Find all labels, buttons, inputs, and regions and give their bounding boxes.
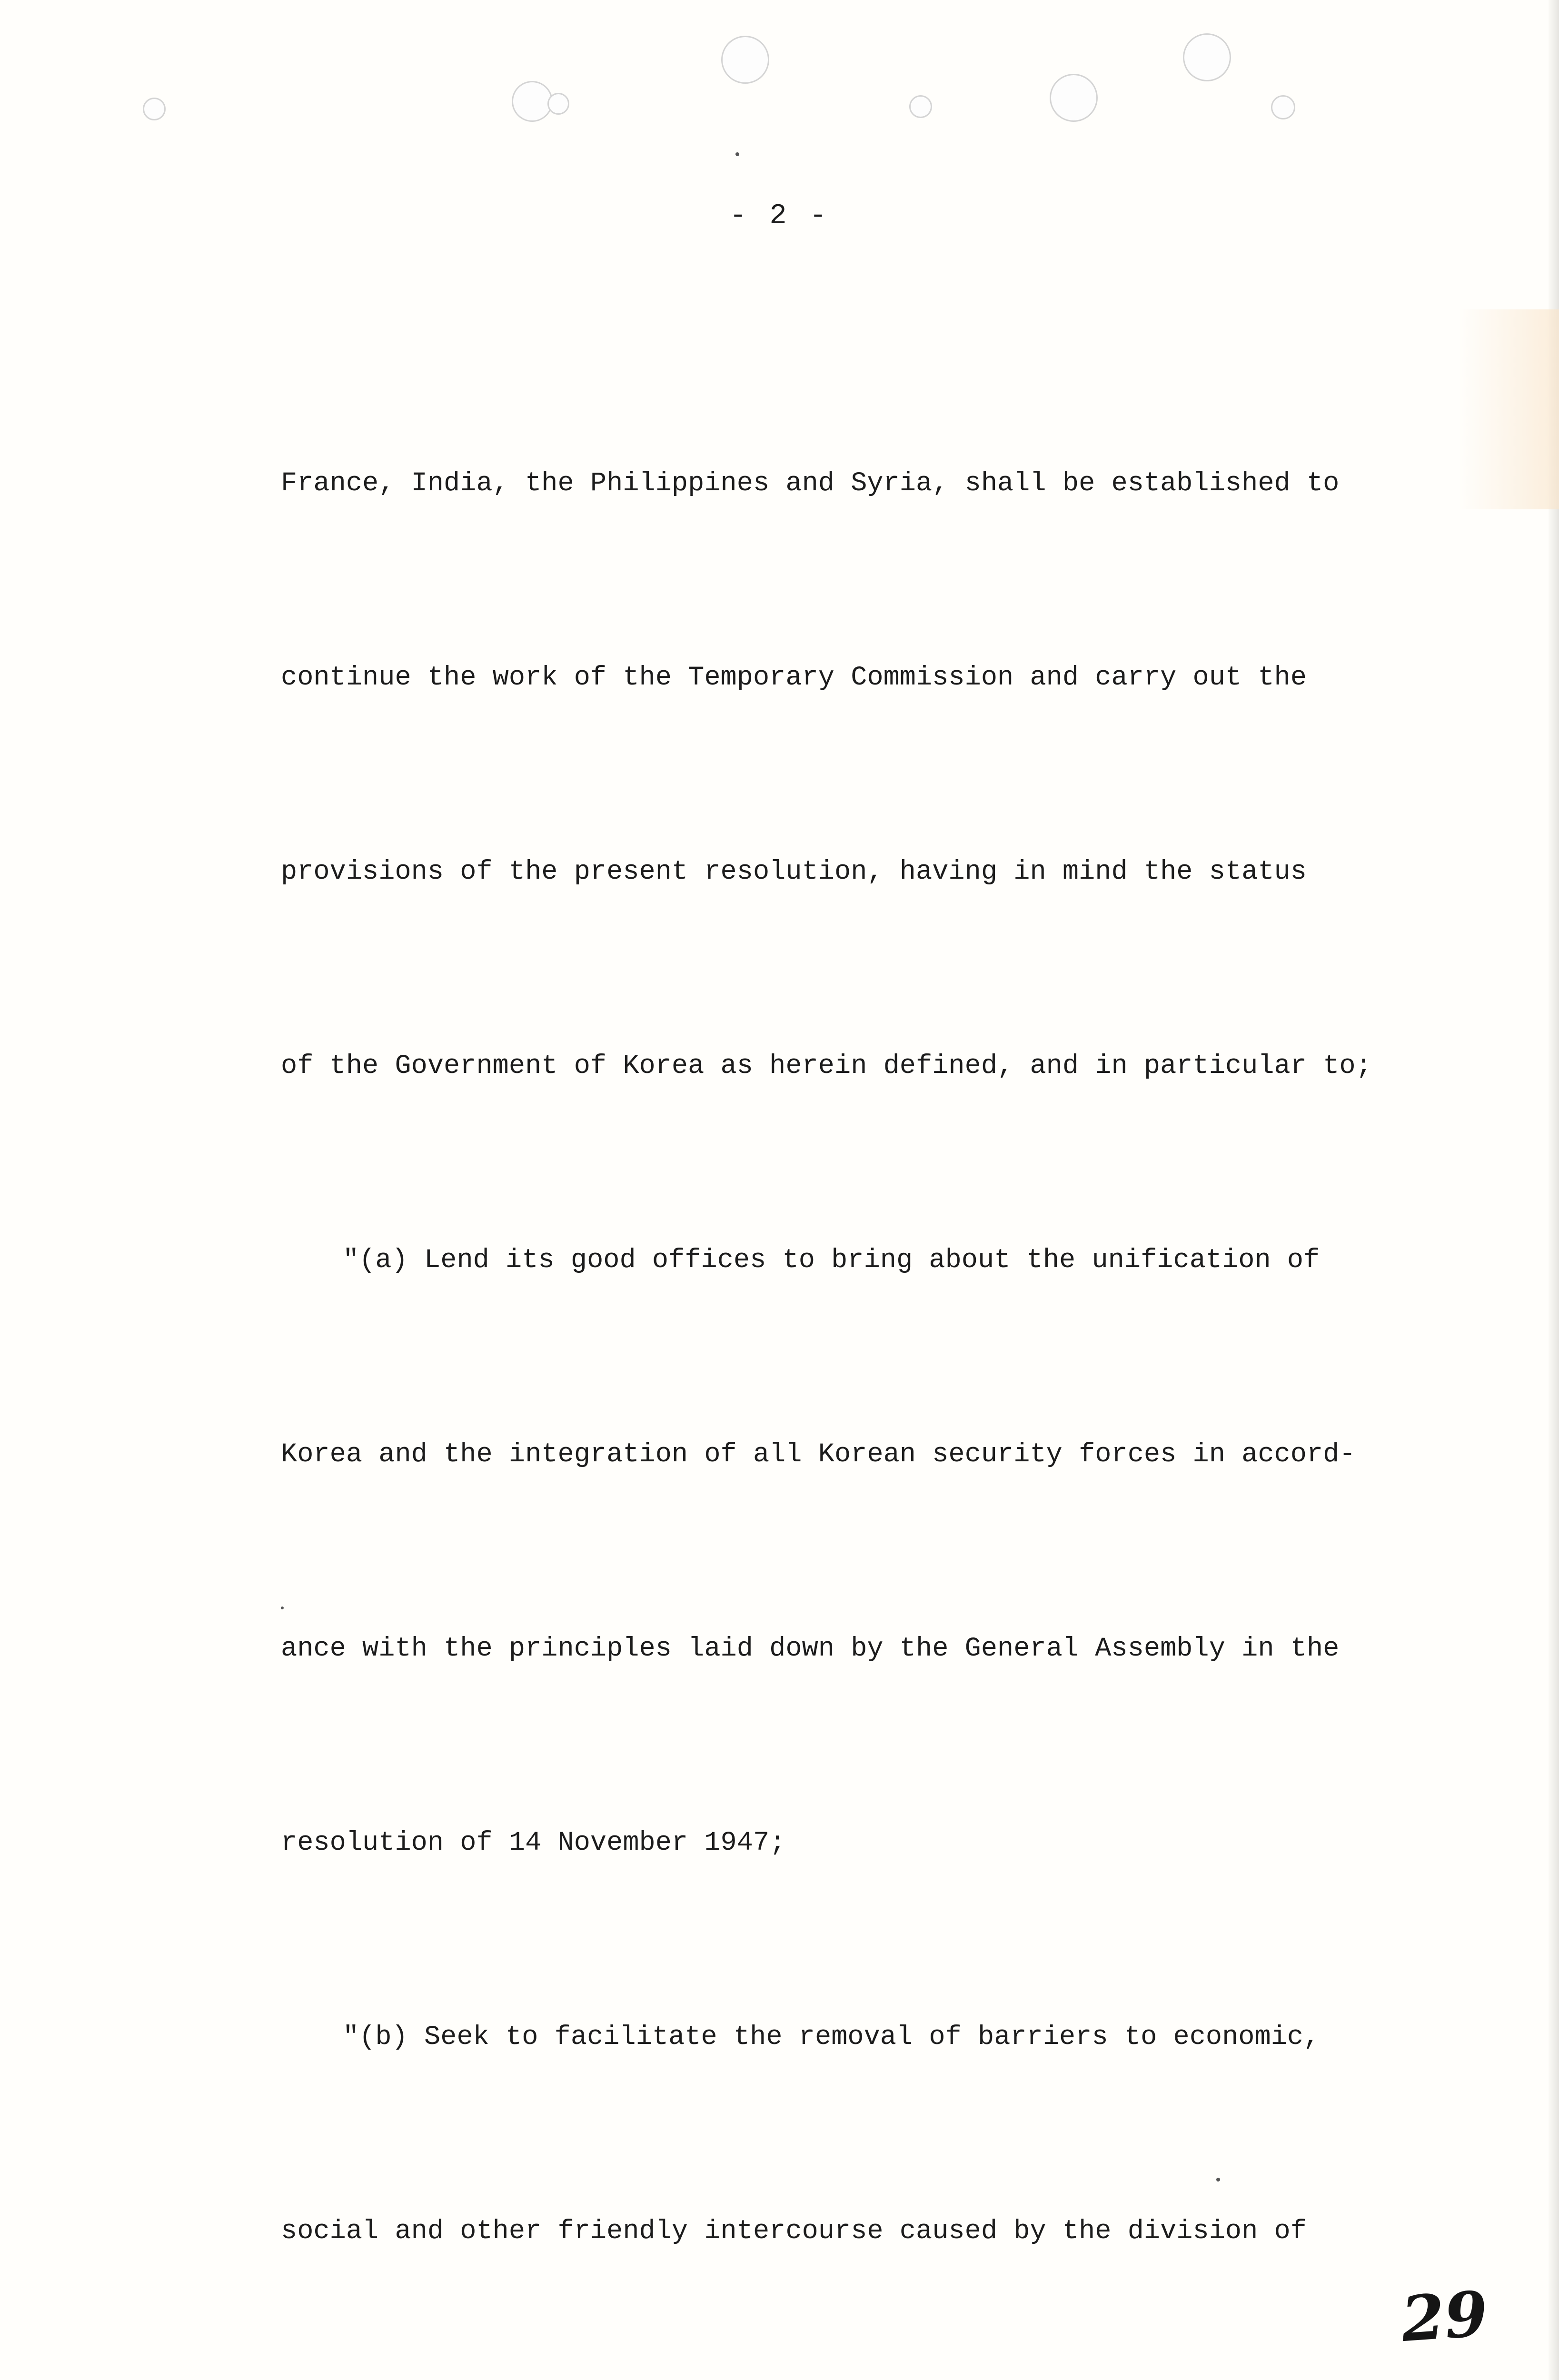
text-line: of the Government of Korea as herein defined, and in particular to; [281,1051,1372,1081]
text-line: "(b) Seek to facilitate the removal of barriers to economic, [343,2022,1320,2053]
punch-hole [721,36,769,84]
text-line: ance with the principles laid down by the General Assembly in the [281,1634,1340,1664]
handwritten-folio-number: 29 [1399,2277,1490,2356]
text-line: continue the work of the Temporary Commission and carry out the [281,663,1307,693]
tape-stain [1459,309,1559,509]
text-line: "(a) Lend its good offices to bring about the unification of [343,1245,1320,1276]
text-line: provisions of the present resolution, having in mind the status [281,857,1307,887]
punch-hole [1050,74,1098,122]
punch-hole [143,98,166,120]
punch-hole [1271,95,1295,119]
page-number: - 2 - [729,200,830,232]
text-line: France, India, the Philippines and Syria, shall be established to [281,468,1340,499]
stray-mark [735,152,739,156]
punch-hole [909,95,932,118]
text-line: resolution of 14 November 1947; [281,1828,786,1858]
punch-hole [512,81,553,122]
punch-hole [547,93,569,115]
document-body [281,322,1376,2380]
text-line: Korea and the integration of all Korean security forces in accord- [281,1439,1356,1470]
punch-hole [1183,33,1231,81]
text-line: social and other friendly intercourse caused by the division of [281,2216,1307,2247]
